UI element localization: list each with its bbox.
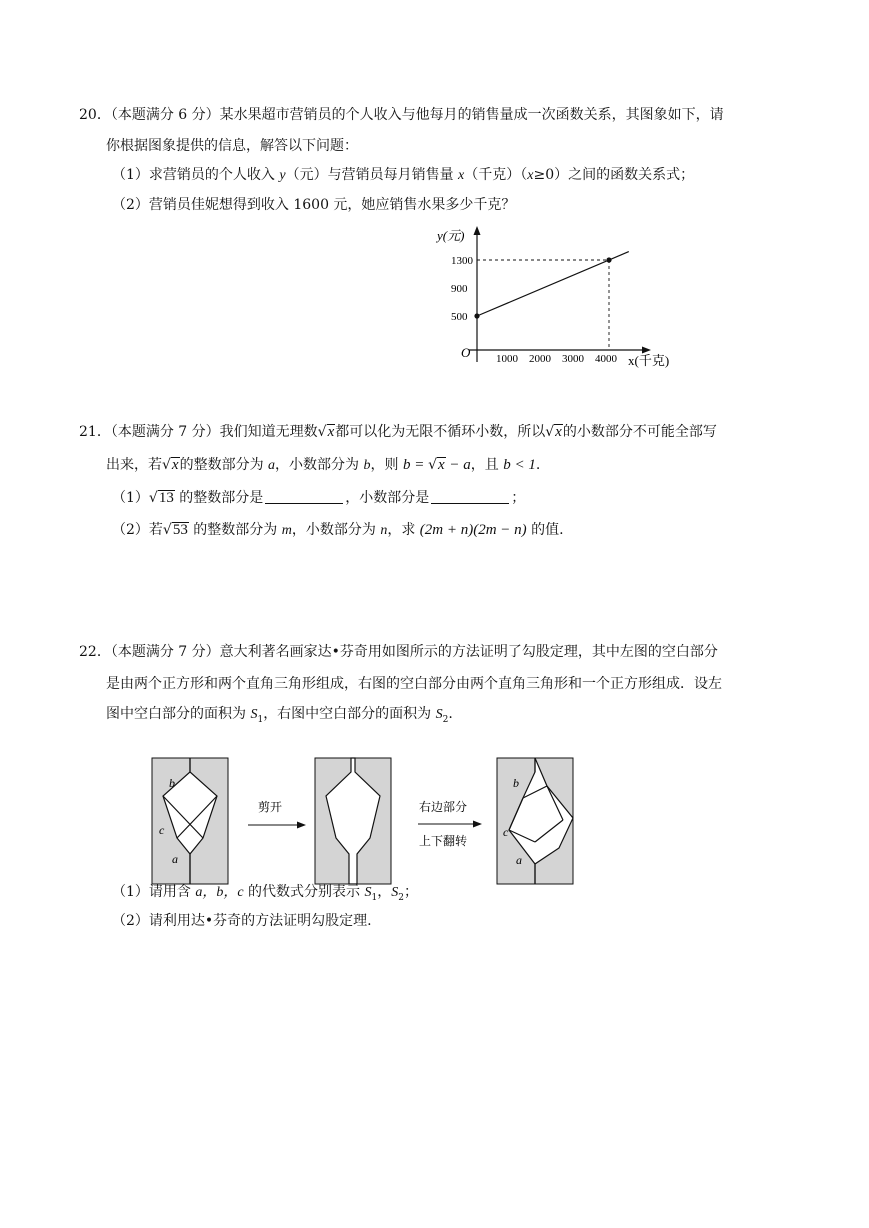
q21-text: ，且 xyxy=(470,457,504,473)
var-x: x xyxy=(527,168,534,183)
var-x: x xyxy=(458,168,465,183)
q21-text: （本题满分 7 分）我们知道无理数 xyxy=(110,424,318,440)
expression: (2m + n)(2m − n) xyxy=(419,522,527,538)
subscript: 1 xyxy=(371,892,378,903)
q21-text: . xyxy=(535,457,541,473)
var-S1: S xyxy=(250,707,258,722)
q22-text: 图中空白部分的面积为 xyxy=(106,706,251,722)
x-tick-label: 3000 xyxy=(562,353,584,365)
var-a: a xyxy=(268,458,276,473)
subscript: 1 xyxy=(257,714,264,725)
q21-p2-text: 的值. xyxy=(526,522,564,538)
arrow-flip xyxy=(418,799,482,848)
arrow-cut xyxy=(248,800,306,829)
x-axis-label: x(千克) xyxy=(628,353,670,368)
q21-p1-text: ，小数部分是 xyxy=(345,490,430,506)
q20-p1-text: （元）与营销员每月销售量 xyxy=(285,167,459,183)
q22-number: 22． xyxy=(79,644,111,660)
figure-right xyxy=(497,758,573,884)
q22-line2: 是由两个正方形和两个直角三角形组成，右图的空白部分由两个直角三角形和一个正方形组成．设左 xyxy=(106,676,722,692)
q21-text: 出来，若 xyxy=(106,457,162,473)
var-m: m xyxy=(281,523,292,538)
sqrt-icon: √ xyxy=(545,424,555,440)
label-c: c xyxy=(503,825,509,839)
y-axis-label: y(元) xyxy=(437,228,465,243)
q20-p1-text: （千克）（ xyxy=(464,167,528,183)
q21-text: 的小数部分不可能全部写 xyxy=(562,424,717,440)
label-a: a xyxy=(172,852,178,866)
q22-line1 xyxy=(79,643,718,661)
q22-part2: （2）请利用达•芬奇的方法证明勾股定理. xyxy=(112,913,372,929)
q22-p1-text: ； xyxy=(403,884,418,900)
q21-part1 xyxy=(112,489,525,507)
q21-line1 xyxy=(79,423,717,441)
inequality: b < 1 xyxy=(503,457,536,473)
y-tick-label: 1300 xyxy=(451,255,473,267)
x-tick-label: 2000 xyxy=(529,353,551,365)
q22-text: （本题满分 7 分）意大利著名画家达•芬奇用如图所示的方法证明了勾股定理，其中左图的空白部分 xyxy=(110,644,718,660)
q22-text: ，右图中空白部分的面积为 xyxy=(263,706,436,722)
var-b: b xyxy=(363,458,371,473)
income-chart xyxy=(425,222,685,372)
q21-text: ，则 xyxy=(370,457,403,473)
radicand-x: x xyxy=(327,424,335,440)
sqrt-icon: √ xyxy=(162,457,171,473)
label-b: b xyxy=(513,776,519,790)
sqrt-icon: √ xyxy=(317,424,327,440)
q21-p1-text: 的整数部分是 xyxy=(174,490,264,506)
q22-p1-text: 的代数式分别表示 xyxy=(243,884,365,900)
figure-left xyxy=(152,758,228,884)
q21-p2-text: （2）若 xyxy=(112,522,163,538)
q22-line3 xyxy=(106,705,453,729)
y-tick-label: 900 xyxy=(451,283,468,295)
subscript: 2 xyxy=(398,892,404,903)
x-tick-label: 1000 xyxy=(496,353,518,365)
equation-part: b = xyxy=(402,457,429,473)
radicand-x: x xyxy=(171,457,179,473)
radicand-53: 53 xyxy=(172,522,188,538)
answer-blank-integer[interactable] xyxy=(265,489,343,504)
sqrt-icon: √ xyxy=(162,522,172,538)
arrow-label-flip: 上下翻转 xyxy=(419,834,468,848)
q21-text: 的整数部分为 xyxy=(179,457,269,473)
q21-p1-text: ； xyxy=(511,490,526,506)
subscript: 2 xyxy=(442,714,449,725)
sqrt-icon: √ xyxy=(428,457,437,473)
q21-number: 21． xyxy=(79,424,111,440)
label-c: c xyxy=(159,823,165,837)
var-S1: S xyxy=(364,885,372,900)
radicand-x: x xyxy=(555,424,562,440)
x-tick-label: 4000 xyxy=(595,353,617,365)
q20-part2: （2）营销员佳妮想得到收入 1600 元，她应销售水果多少千克？ xyxy=(112,197,516,213)
davinci-figure xyxy=(140,750,590,890)
q22-p1-text: （1）请用含 xyxy=(112,884,196,900)
q21-part2 xyxy=(112,521,564,540)
q21-p2-text: 的整数部分为 xyxy=(188,522,282,538)
var-S2: S xyxy=(435,707,443,722)
q21-text: 都可以化为无限不循环小数，所以 xyxy=(335,424,546,440)
q20-line2: 你根据图象提供的信息，解答以下问题： xyxy=(106,138,358,154)
q21-text: ，小数部分为 xyxy=(275,457,364,473)
q20-p1-text: ≥0）之间的函数关系式； xyxy=(533,167,695,183)
y-axis-arrow xyxy=(474,226,481,235)
var-y: y xyxy=(279,168,286,183)
data-point xyxy=(606,257,611,262)
q20-number: 20． xyxy=(79,107,111,123)
q22-part1: （1）请用含 a，b，c 的代数式分别表示 $S_1$，$S_2$； xyxy=(112,884,418,903)
label-b: b xyxy=(169,776,175,790)
equation-part: − a xyxy=(445,457,471,473)
var-n: n xyxy=(380,523,388,538)
q21-p2-text: ，小数部分为 xyxy=(291,522,381,538)
q21-p1-text: （1） xyxy=(112,490,149,506)
q20-p1-text: （1）求营销员的个人收入 xyxy=(112,167,280,183)
q20-line1 xyxy=(79,106,724,124)
figure-middle xyxy=(315,758,391,884)
q22-text: . xyxy=(448,706,453,722)
arrow-label-cut: 剪开 xyxy=(258,800,283,814)
q21-line2 xyxy=(106,456,540,475)
radicand-13: 13 xyxy=(158,490,174,506)
sqrt-icon: √ xyxy=(148,490,158,506)
var-S2: S xyxy=(391,885,399,900)
origin-label: O xyxy=(461,345,471,360)
q20-part1 xyxy=(112,166,694,185)
y-tick-label: 500 xyxy=(451,311,468,323)
vars-abc: a，b，c xyxy=(195,885,244,900)
radicand-x: x xyxy=(438,457,445,473)
arrow-label-right-part: 右边部分 xyxy=(419,800,468,814)
q20-text-1: （本题满分 6 分）某水果超市营销员的个人收入与他每月的销售量成一次函数关系，其图象如下，请 xyxy=(110,107,724,123)
q21-p2-text: ，求 xyxy=(387,522,420,538)
label-a: a xyxy=(516,853,522,867)
income-line xyxy=(477,252,629,316)
answer-blank-decimal[interactable] xyxy=(431,489,509,504)
data-point xyxy=(474,313,479,318)
